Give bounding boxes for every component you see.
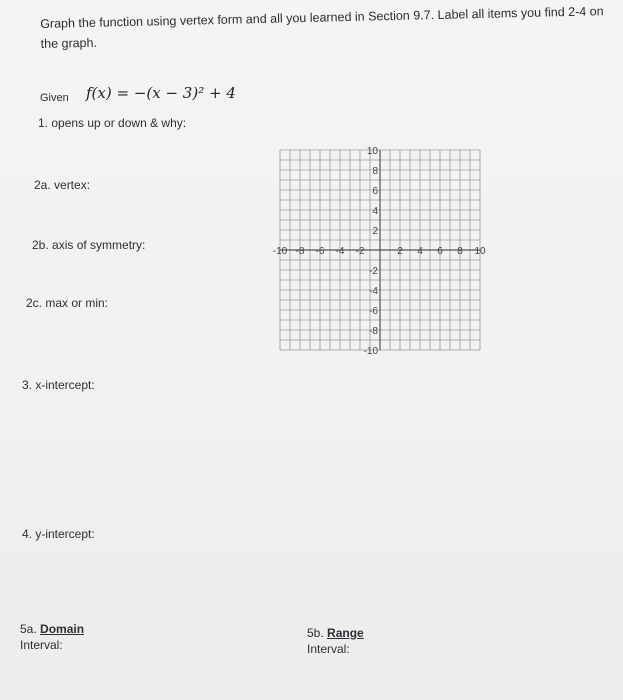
range-title: Range bbox=[327, 626, 364, 640]
y-tick-label: 6 bbox=[372, 186, 378, 197]
question-3: 3. x-intercept: bbox=[22, 378, 95, 392]
x-tick-label: -10 bbox=[272, 246, 288, 257]
x-tick-labels bbox=[273, 246, 486, 257]
x-tick-label: -2 bbox=[355, 246, 365, 257]
y-tick-label: 10 bbox=[366, 146, 378, 157]
coordinate-grid bbox=[270, 140, 490, 362]
x-tick-label: 6 bbox=[437, 246, 443, 257]
question-4: 4. y-intercept: bbox=[22, 527, 95, 541]
x-tick-label: 2 bbox=[397, 246, 403, 257]
x-tick-label: 4 bbox=[417, 246, 423, 257]
y-tick-label: 2 bbox=[372, 226, 378, 237]
question-2c: 2c. max or min: bbox=[26, 296, 109, 310]
domain-interval-label: Interval: bbox=[20, 638, 63, 652]
y-tick-label: -10 bbox=[363, 346, 378, 357]
y-tick-label: -6 bbox=[369, 306, 378, 317]
y-tick-labels bbox=[364, 146, 379, 357]
y-tick-label: -2 bbox=[369, 266, 378, 277]
x-tick-label: -8 bbox=[295, 246, 305, 257]
y-tick-label: 4 bbox=[372, 206, 378, 217]
question-5a-number: 5a. bbox=[20, 622, 37, 636]
y-tick-label: -4 bbox=[369, 286, 378, 297]
question-5a bbox=[20, 622, 84, 636]
x-tick-label: -4 bbox=[335, 246, 345, 257]
given-function: f(x) = −(x − 3)² + 4 bbox=[86, 84, 236, 102]
range-interval-label: Interval: bbox=[307, 642, 350, 656]
question-5b-number: 5b. bbox=[307, 626, 324, 640]
question-2a: 2a. vertex: bbox=[34, 178, 91, 192]
instructions: Graph the function using vertex form and all you learned in Section 9.7. Label all items you find 2-4 on the graph. bbox=[40, 4, 604, 51]
x-tick-label: 10 bbox=[474, 246, 486, 257]
y-tick-label: 8 bbox=[372, 166, 378, 177]
question-5b bbox=[307, 626, 364, 640]
question-2b: 2b. axis of symmetry: bbox=[32, 238, 146, 252]
question-1: 1. opens up or down & why: bbox=[38, 116, 187, 130]
given-label: Given bbox=[40, 92, 69, 104]
y-tick-label: -8 bbox=[369, 326, 378, 337]
domain-title: Domain bbox=[40, 622, 85, 636]
x-tick-label: 8 bbox=[457, 246, 463, 257]
x-tick-label: -6 bbox=[315, 246, 325, 257]
